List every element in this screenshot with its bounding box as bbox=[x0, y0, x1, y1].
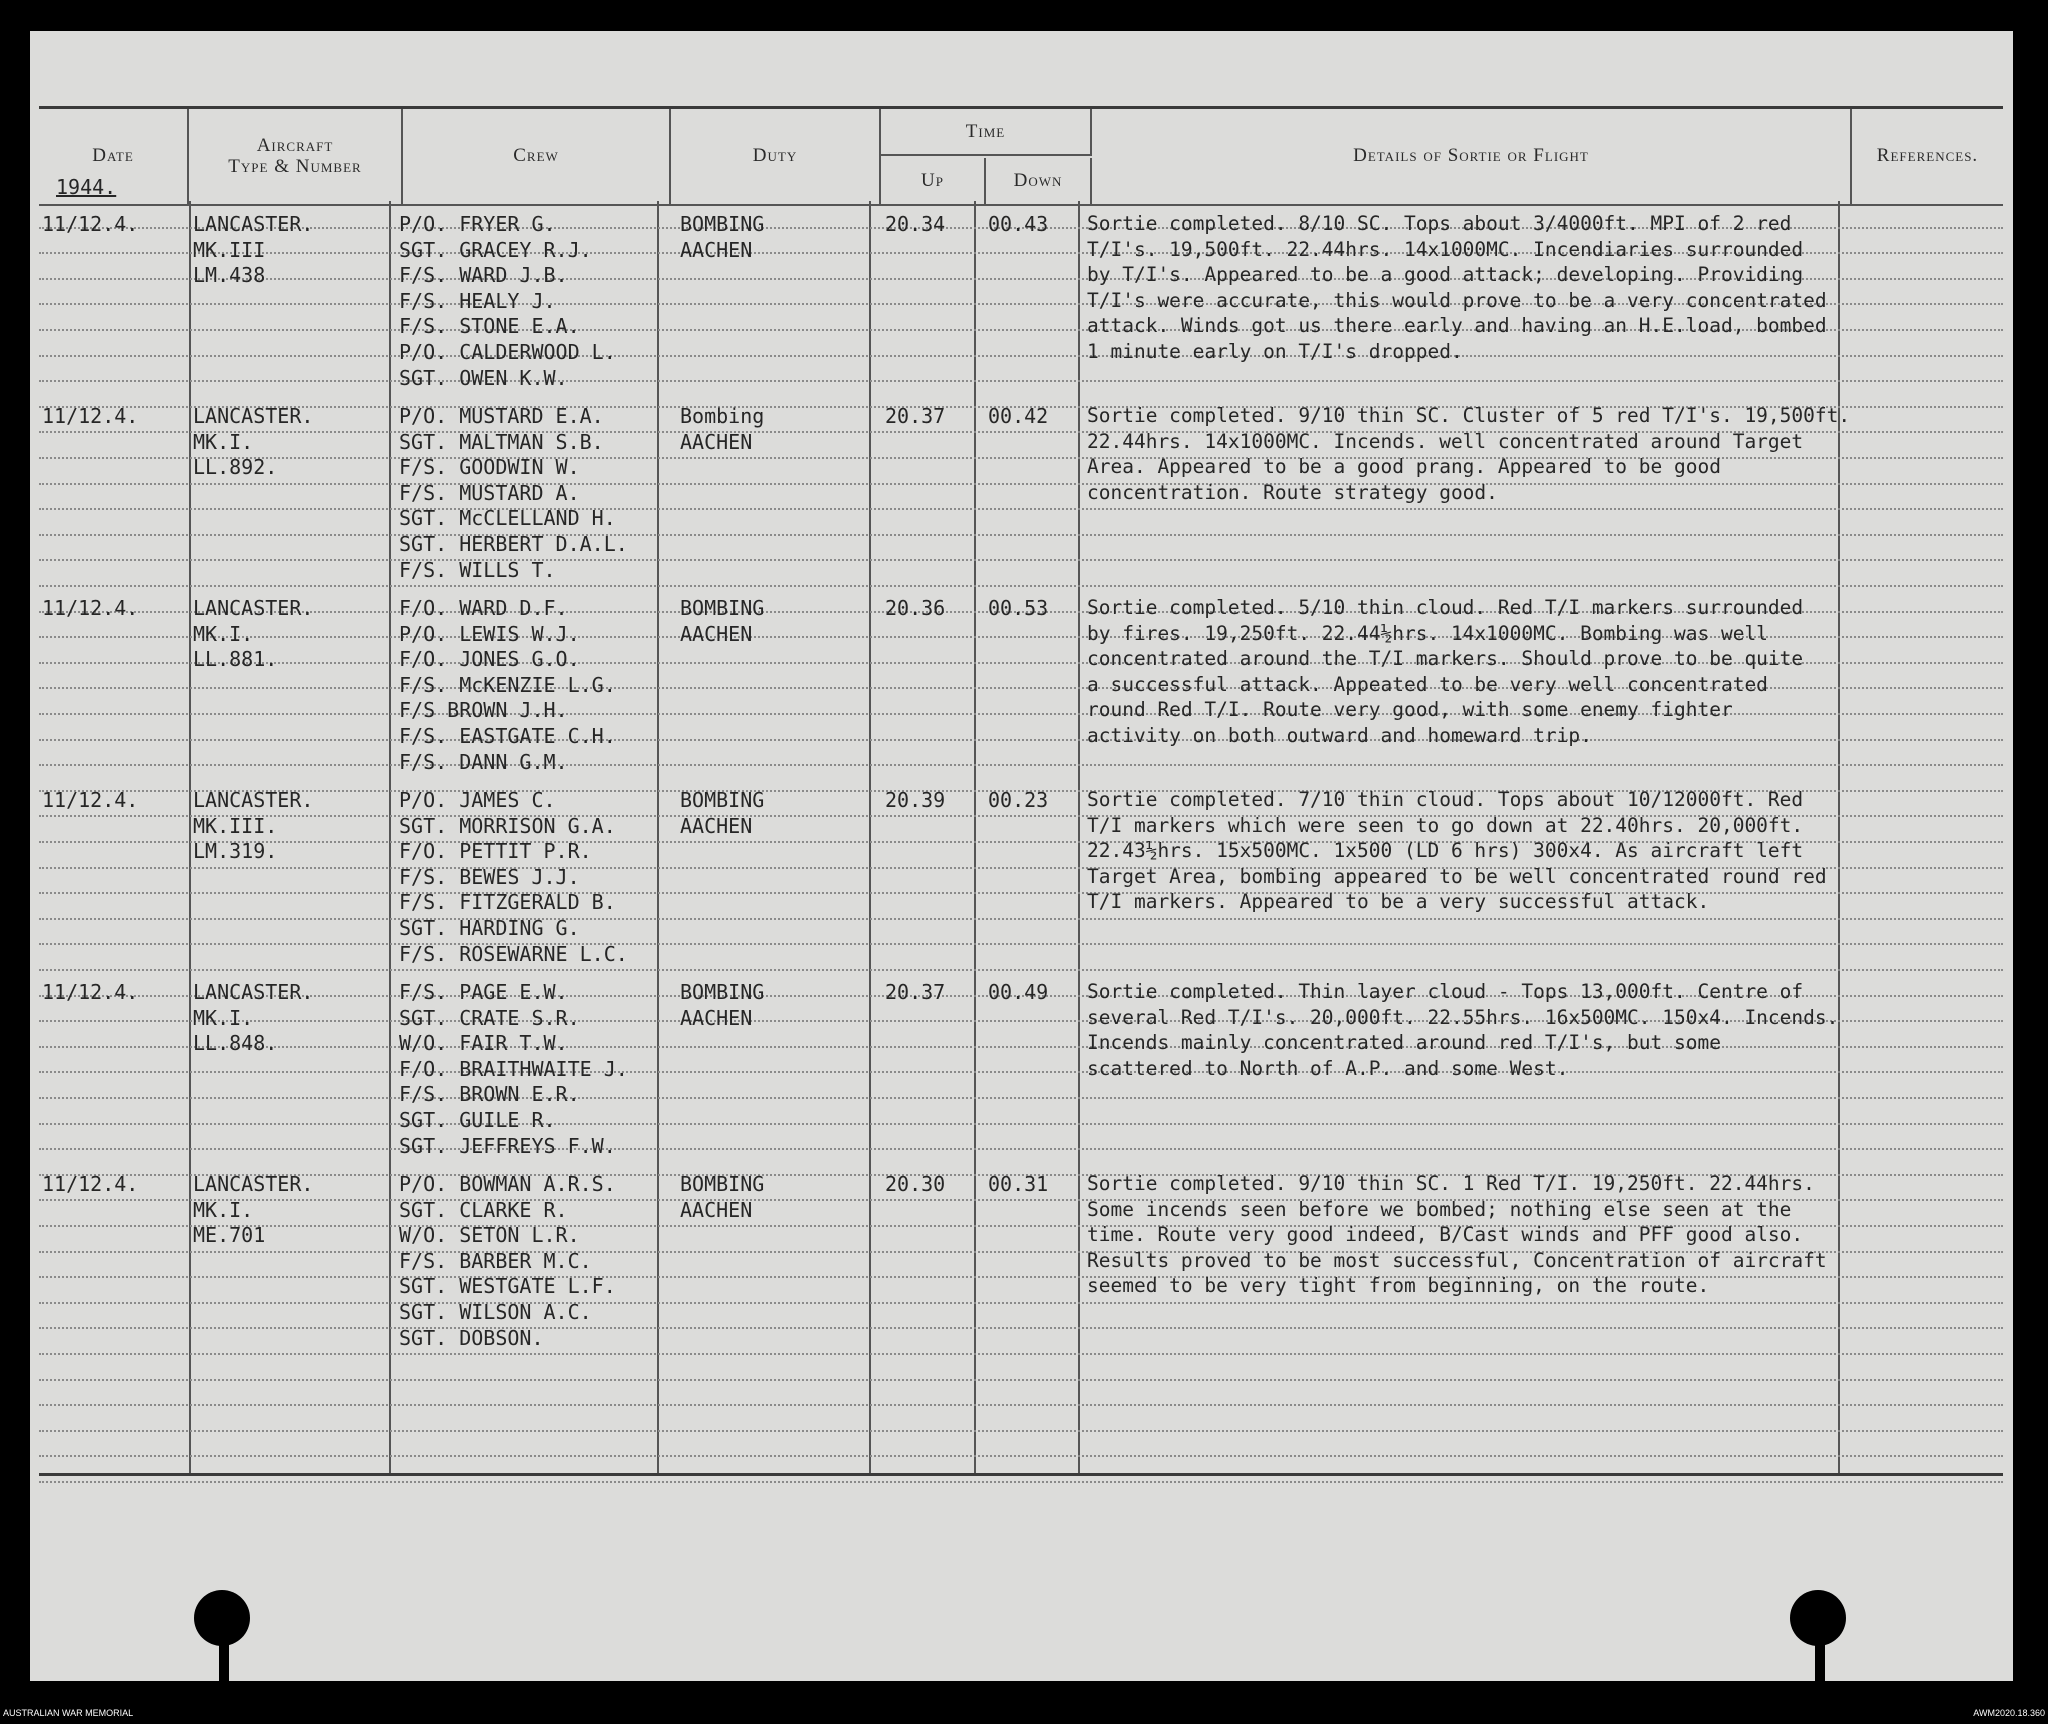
header-details: Details of Sortie or Flight bbox=[1092, 109, 1852, 204]
sortie-detail-line: Sortie completed. 8/10 SC. Tops about 3/4000ft. MPI of 2 red bbox=[1087, 212, 1792, 235]
crew-member: SGT. McCLELLAND H. bbox=[399, 506, 616, 531]
crew-member: W/O. SETON L.R. bbox=[399, 1223, 580, 1248]
time-down: 00.43 bbox=[988, 212, 1049, 236]
sortie-detail-line: Incends mainly concentrated around red T/I's, but some bbox=[1087, 1031, 1721, 1055]
crew-member: F/S. BARBER M.C. bbox=[399, 1248, 592, 1273]
sortie-detail-line: T/I's. 19,500ft. 22.44hrs. 14x1000MC. Incendiaries surrounded bbox=[1087, 237, 1804, 261]
sortie-date: 11/12.4. bbox=[42, 1172, 139, 1196]
ruled-line bbox=[39, 764, 2003, 766]
aircraft-line: LANCASTER. bbox=[193, 596, 314, 620]
ruled-line bbox=[39, 380, 2003, 382]
time-down: 00.53 bbox=[988, 596, 1049, 620]
aircraft-line: LM.319. bbox=[193, 839, 278, 864]
column-divider bbox=[869, 201, 871, 1473]
time-up: 20.39 bbox=[885, 788, 946, 812]
tag-string-left bbox=[219, 1640, 229, 1682]
aircraft-line: MK.III bbox=[193, 237, 266, 262]
time-up: 20.36 bbox=[885, 596, 946, 620]
crew-member: P/O. FRYER G. bbox=[399, 212, 556, 236]
crew-member: F/S. WARD J.B. bbox=[399, 263, 568, 288]
crew-member: SGT. HARDING G. bbox=[399, 916, 580, 940]
aircraft-line: LL.881. bbox=[193, 647, 278, 672]
sortie-detail-line: Sortie completed. 7/10 thin cloud. Tops about 10/12000ft. Red bbox=[1087, 788, 1804, 811]
sortie-detail-line: activity on both outward and homeward trip. bbox=[1087, 724, 1592, 747]
crew-member: F/S. BEWES J.J. bbox=[399, 864, 580, 889]
crew-member: F/S. BROWN E.R. bbox=[399, 1082, 580, 1107]
aircraft-line: MK.I. bbox=[193, 1197, 254, 1222]
ruled-line bbox=[39, 1302, 2003, 1304]
sortie-date: 11/12.4. bbox=[42, 212, 139, 236]
duty-line: AACHEN bbox=[680, 813, 753, 838]
punch-hole-left bbox=[194, 1590, 250, 1646]
crew-member: F/S. GOODWIN W. bbox=[399, 455, 580, 480]
ruled-line bbox=[39, 739, 2003, 741]
duty-line: BOMBING bbox=[680, 1172, 765, 1196]
aircraft-line: LANCASTER. bbox=[193, 404, 314, 428]
time-up: 20.34 bbox=[885, 212, 946, 236]
aircraft-line: LL.892. bbox=[193, 455, 278, 480]
duty-line: BOMBING bbox=[680, 596, 765, 620]
crew-member: SGT. CRATE S.R. bbox=[399, 1005, 580, 1030]
ruled-line bbox=[39, 1481, 2003, 1483]
crew-member: SGT. OWEN K.W. bbox=[399, 365, 568, 390]
table-bottom-rule bbox=[39, 1473, 2003, 1476]
ruled-line bbox=[39, 585, 2003, 587]
duty-line: AACHEN bbox=[680, 1005, 753, 1030]
time-down: 00.31 bbox=[988, 1172, 1049, 1196]
ruled-line bbox=[39, 1404, 2003, 1406]
header-aircraft: Aircraft Type & Number bbox=[189, 109, 403, 204]
crew-member: SGT. HERBERT D.A.L. bbox=[399, 532, 628, 556]
column-divider bbox=[189, 201, 191, 1473]
sortie-detail-line: 1 minute early on T/I's dropped. bbox=[1087, 340, 1463, 363]
sortie-detail-line: round Red T/I. Route very good, with some enemy fighter bbox=[1087, 698, 1733, 722]
ruled-line bbox=[39, 508, 2003, 510]
footer-credit: AUSTRALIAN WAR MEMORIAL bbox=[3, 1708, 134, 1718]
aircraft-line: LL.848. bbox=[193, 1031, 278, 1056]
duty-line: BOMBING bbox=[680, 212, 765, 236]
duty-line: BOMBING bbox=[680, 980, 765, 1004]
crew-member: SGT. MORRISON G.A. bbox=[399, 813, 616, 838]
time-up: 20.37 bbox=[885, 980, 946, 1004]
sortie-detail-line: seemed to be very tight from beginning, on the route. bbox=[1087, 1274, 1710, 1298]
footer-accession: AWM2020.18.360 bbox=[1973, 1708, 2045, 1718]
crew-member: P/O. JAMES C. bbox=[399, 788, 556, 812]
sortie-detail-line: Area. Appeared to be a good prang. Appeared to be good bbox=[1087, 455, 1721, 479]
duty-line: AACHEN bbox=[680, 621, 753, 646]
sortie-detail-line: 22.43½hrs. 15x500MC. 1x500 (LD 6 hrs) 300x4. As aircraft left bbox=[1087, 839, 1804, 863]
column-divider bbox=[1838, 201, 1840, 1473]
ruled-line bbox=[39, 483, 2003, 485]
ruled-line bbox=[39, 943, 2003, 945]
aircraft-line: MK.III. bbox=[193, 813, 278, 838]
crew-member: F/S. EASTGATE C.H. bbox=[399, 724, 616, 748]
sortie-detail-line: T/I markers. Appeared to be a very successful attack. bbox=[1087, 890, 1710, 914]
sortie-detail-line: 22.44hrs. 14x1000MC. Incends. well concentrated around Target bbox=[1087, 429, 1804, 453]
sortie-detail-line: Target Area, bombing appeared to be well concentrated round red bbox=[1087, 864, 1827, 888]
ruled-line bbox=[39, 559, 2003, 561]
aircraft-line: MK.I. bbox=[193, 1005, 254, 1030]
sortie-date: 11/12.4. bbox=[42, 596, 139, 620]
duty-line: AACHEN bbox=[680, 429, 753, 454]
crew-member: F/S. STONE E.A. bbox=[399, 314, 580, 339]
crew-member: F/S. PAGE E.W. bbox=[399, 980, 568, 1004]
aircraft-line: LANCASTER. bbox=[193, 788, 314, 812]
ruled-line bbox=[39, 1123, 2003, 1125]
crew-member: F/O. JONES G.O. bbox=[399, 647, 580, 672]
aircraft-line: LM.438 bbox=[193, 263, 266, 288]
header-date: Date bbox=[39, 109, 189, 204]
crew-member: P/O. MUSTARD E.A. bbox=[399, 404, 604, 428]
sortie-detail-line: scattered to North of A.P. and some West. bbox=[1087, 1056, 1569, 1080]
time-down: 00.49 bbox=[988, 980, 1049, 1004]
crew-member: F/S. DANN G.M. bbox=[399, 749, 568, 774]
ruled-line bbox=[39, 1327, 2003, 1329]
crew-member: F/O. WARD D.F. bbox=[399, 596, 568, 620]
sortie-detail-line: T/I markers which were seen to go down at 22.40hrs. 20,000ft. bbox=[1087, 813, 1804, 837]
crew-member: F/O. PETTIT P.R. bbox=[399, 839, 592, 864]
sortie-detail-line: concentration. Route strategy good. bbox=[1087, 480, 1498, 504]
ruled-line bbox=[39, 918, 2003, 920]
ruled-line bbox=[39, 1071, 2003, 1073]
time-down: 00.23 bbox=[988, 788, 1049, 812]
aircraft-line: LANCASTER. bbox=[193, 980, 314, 1004]
ruled-line bbox=[39, 355, 2003, 357]
header-down: Down bbox=[986, 158, 1092, 204]
sortie-detail-line: Results proved to be most successful, Concentration of aircraft bbox=[1087, 1248, 1827, 1272]
sortie-detail-line: T/I's were accurate, this would prove to be a very concentrated bbox=[1087, 288, 1827, 312]
aircraft-line: MK.I. bbox=[193, 621, 254, 646]
aircraft-line: MK.I. bbox=[193, 429, 254, 454]
header-duty: Duty bbox=[671, 109, 881, 204]
crew-member: SGT. GRACEY R.J. bbox=[399, 237, 592, 262]
time-down: 00.42 bbox=[988, 404, 1049, 428]
crew-member: P/O. CALDERWOOD L. bbox=[399, 340, 616, 364]
sortie-detail-line: time. Route very good indeed, B/Cast winds and PFF good also. bbox=[1087, 1223, 1804, 1247]
crew-member: P/O. BOWMAN A.R.S. bbox=[399, 1172, 616, 1196]
duty-line: AACHEN bbox=[680, 1197, 753, 1222]
ruled-line bbox=[39, 1455, 2003, 1457]
column-divider bbox=[389, 201, 391, 1473]
crew-member: SGT. GUILE R. bbox=[399, 1108, 556, 1132]
punch-hole-right bbox=[1790, 1590, 1846, 1646]
crew-member: F/S. ROSEWARNE L.C. bbox=[399, 941, 628, 966]
ruled-line bbox=[39, 1430, 2003, 1432]
crew-member: P/O. LEWIS W.J. bbox=[399, 621, 580, 646]
header-references: References. bbox=[1876, 145, 1979, 167]
aircraft-line: LANCASTER. bbox=[193, 1172, 314, 1196]
sortie-date: 11/12.4. bbox=[42, 788, 139, 812]
crew-member: F/S. WILLS T. bbox=[399, 557, 556, 582]
crew-member: F/S BROWN J.H. bbox=[399, 698, 568, 723]
column-divider bbox=[974, 201, 976, 1473]
crew-member: SGT. JEFFREYS F.W. bbox=[399, 1133, 616, 1158]
ruled-line bbox=[39, 534, 2003, 536]
sortie-detail-line: attack. Winds got us there early and having an H.E.load, bombed bbox=[1087, 314, 1827, 338]
sortie-detail-line: concentrated around the T/I markers. Should prove to be quite bbox=[1087, 647, 1804, 671]
ruled-line bbox=[39, 969, 2003, 971]
crew-member: SGT. WESTGATE L.F. bbox=[399, 1274, 616, 1299]
header-crew: Crew bbox=[403, 109, 671, 204]
crew-member: F/S. McKENZIE L.G. bbox=[399, 672, 616, 697]
sortie-date: 11/12.4. bbox=[42, 980, 139, 1004]
time-up: 20.30 bbox=[885, 1172, 946, 1196]
column-divider bbox=[1078, 201, 1080, 1473]
sortie-date: 11/12.4. bbox=[42, 404, 139, 428]
sortie-detail-line: Sortie completed. 9/10 thin SC. Cluster of 5 red T/I's. 19,500ft. bbox=[1087, 404, 1851, 427]
ruled-line bbox=[39, 1379, 2003, 1381]
aircraft-line: ME.701 bbox=[193, 1223, 266, 1248]
sortie-detail-line: Sortie completed. 9/10 thin SC. 1 Red T/I. 19,250ft. 22.44hrs. bbox=[1087, 1172, 1815, 1195]
crew-member: F/S. FITZGERALD B. bbox=[399, 890, 616, 915]
crew-member: SGT. WILSON A.C. bbox=[399, 1300, 592, 1324]
crew-member: SGT. DOBSON. bbox=[399, 1325, 544, 1350]
record-page bbox=[30, 31, 2013, 1681]
duty-line: Bombing bbox=[680, 404, 765, 428]
ruled-line bbox=[39, 1097, 2003, 1099]
header-time: Time bbox=[881, 109, 1092, 156]
sortie-detail-line: Some incends seen before we bombed; nothing else seen at the bbox=[1087, 1197, 1792, 1221]
table-header bbox=[39, 106, 2003, 206]
sortie-detail-line: Sortie completed. 5/10 thin cloud. Red T/I markers surrounded bbox=[1087, 596, 1804, 619]
sortie-detail-line: Sortie completed. Thin layer cloud - Tops 13,000ft. Centre of bbox=[1087, 980, 1804, 1003]
sortie-detail-line: by T/I's. Appeared to be a good attack; developing. Providing bbox=[1087, 263, 1804, 287]
crew-member: SGT. MALTMAN S.B. bbox=[399, 429, 604, 454]
time-up: 20.37 bbox=[885, 404, 946, 428]
aircraft-line: LANCASTER. bbox=[193, 212, 314, 236]
sortie-detail-line: by fires. 19,250ft. 22.44½hrs. 14x1000MC. Bombing was well bbox=[1087, 621, 1768, 645]
sortie-detail-line: a successful attack. Appeated to be very well concentrated bbox=[1087, 672, 1768, 696]
ruled-line bbox=[39, 1353, 2003, 1355]
sortie-detail-line: several Red T/I's. 20,000ft. 22.55hrs. 16x500MC. 150x4. Incends. bbox=[1087, 1005, 1839, 1029]
crew-member: F/S. MUSTARD A. bbox=[399, 480, 580, 505]
crew-member: W/O. FAIR T.W. bbox=[399, 1031, 568, 1056]
crew-member: F/O. BRAITHWAITE J. bbox=[399, 1056, 628, 1081]
header-up: Up bbox=[881, 158, 986, 204]
duty-line: BOMBING bbox=[680, 788, 765, 812]
column-divider bbox=[657, 201, 659, 1473]
crew-member: F/S. HEALY J. bbox=[399, 288, 556, 313]
tag-string-right bbox=[1815, 1640, 1825, 1682]
ruled-line bbox=[39, 1148, 2003, 1150]
year-label: 1944. bbox=[56, 175, 117, 199]
duty-line: AACHEN bbox=[680, 237, 753, 262]
crew-member: SGT. CLARKE R. bbox=[399, 1197, 568, 1222]
